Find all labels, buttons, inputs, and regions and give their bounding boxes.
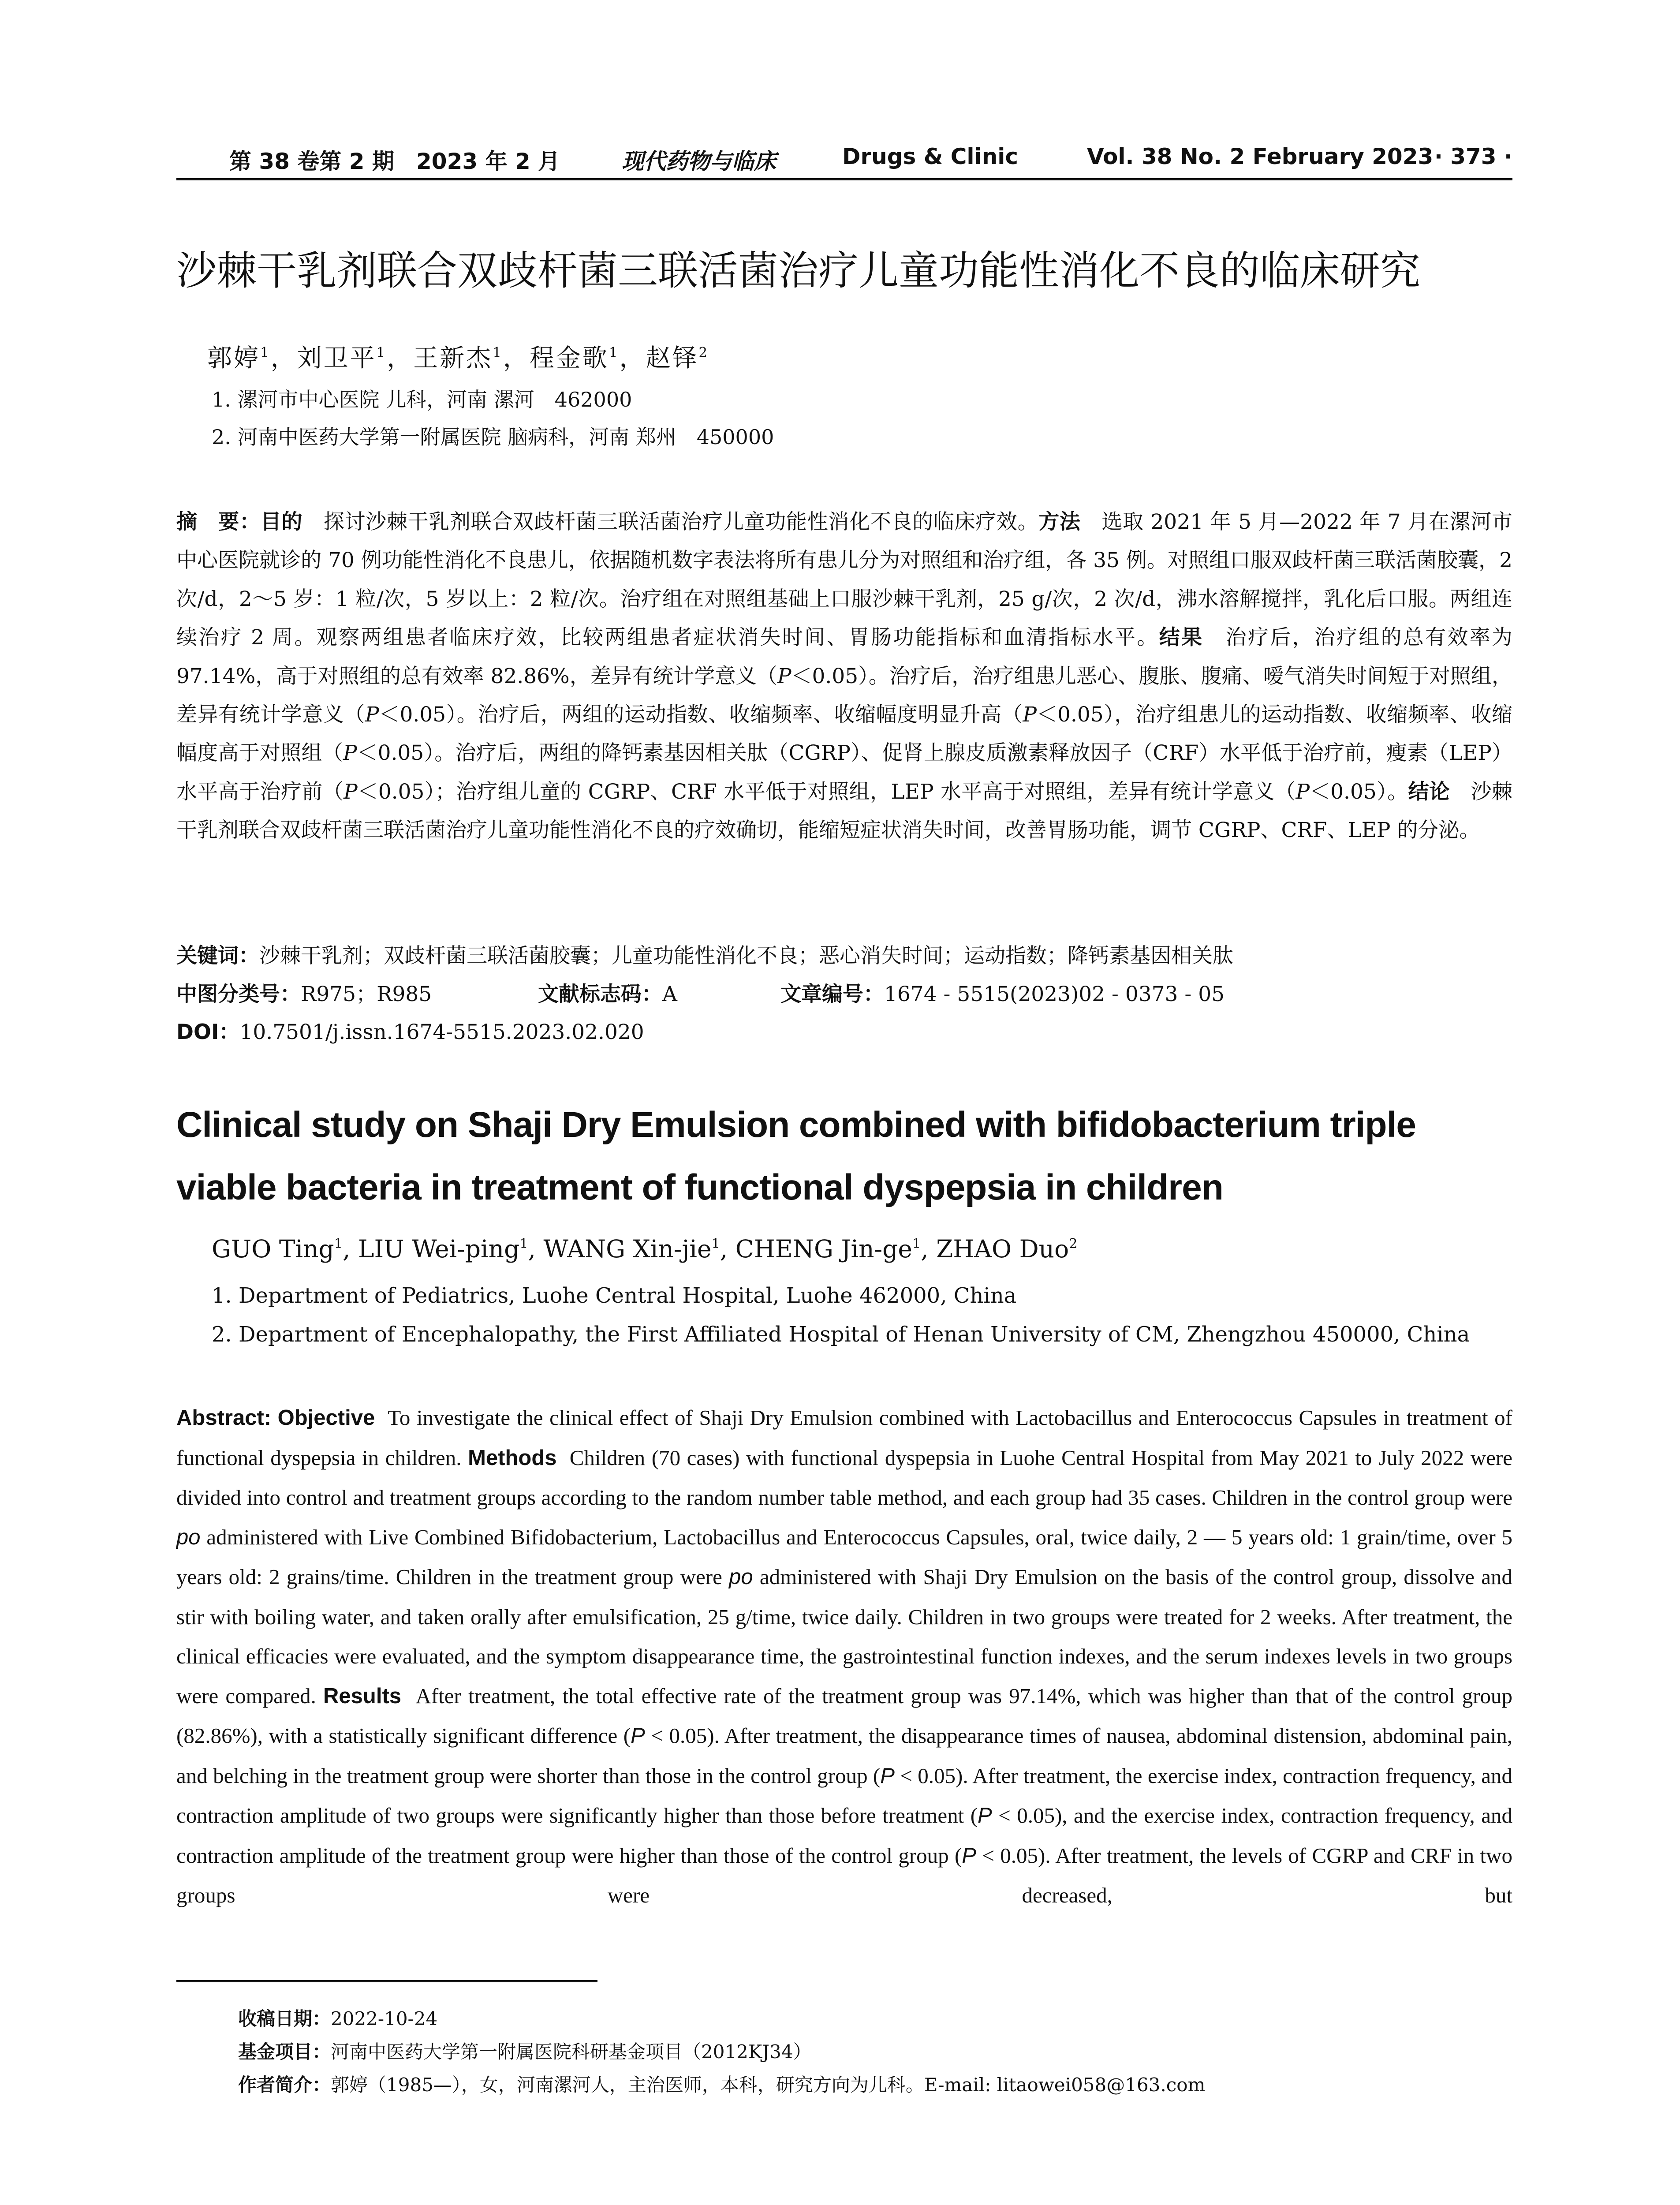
results-text: < 0.05). After treatment, the levels of CGRP and CRF in two groups were decreased, but <box>176 1843 1512 1907</box>
methods-text: 选取 2021 年 5 月—2022 年 7 月在漯河市中心医院就诊的 70 例功能性消化不良患儿，依据随机数字表法将所有患儿分为对照组和治疗组，各 35 例。对照组口服双歧杆菌三联活菌胶囊，2 次/d，2～5 岁：1 粒/次，5 岁以上：2 粒/次。治疗组在对照组基础上口服沙棘干乳剂，25 g/次，2 次/d，沸水溶解搅拌，乳化后口服。两组连续治疗 2 周。观察两组患者临床疗效，比较两组患者症状消失时间、胃肠功能指标和血清指标水平。 <box>176 510 1513 650</box>
cn-keywords <box>176 939 1233 969</box>
clc-field <box>176 982 432 1006</box>
methods-label: Methods <box>468 1446 557 1470</box>
objective-text: 探讨沙棘干乳剂联合双歧杆菌三联活菌治疗儿童功能性消化不良的临床疗效。 <box>302 510 1039 534</box>
author-affil-mark: 1 <box>334 1236 343 1252</box>
results-text: After treatment, the total effective rate of the treatment group was 97.14%, which was higher than that of the control group (82.86%), with a statistically significant difference ( <box>176 1683 1513 1748</box>
author-affil-mark: 1 <box>609 344 620 361</box>
en-affiliation-2: 2. Department of Encephalopathy, the First Affiliated Hospital of Henan University of CM, Zhengzhou 450000, China <box>212 1322 1470 1347</box>
results-text: < 0.05), and the exercise index, contraction frequency, and contraction amplitude of the treatment group were higher than those of the control group ( <box>176 1803 1512 1868</box>
po-abbrev: po <box>176 1525 201 1549</box>
classification-line <box>176 978 1225 1007</box>
results-text: 治疗后，治疗组的总有效率为 97.14%，高于对照组的总有效率 82.86%，差异有统计学意义（ <box>176 625 1513 688</box>
en-title: Clinical study on Shaji Dry Emulsion combined with bifidobacterium triple viable bacteria in treatment of functional dyspepsia in children <box>176 1105 1416 1207</box>
p-symbol: P <box>343 779 358 804</box>
received-label: 收稿日期： <box>238 2008 331 2029</box>
doi-value: 10.7501/j.issn.1674-5515.2023.02.020 <box>239 1020 644 1044</box>
header-issue: 第 38 卷第 2 期 2023 年 2 月 <box>229 149 560 174</box>
author-separator: ， <box>619 344 646 373</box>
keywords-text: 沙棘干乳剂；双歧杆菌三联活菌胶囊；儿童功能性消化不良；恶心消失时间；运动指数；降钙素基因相关肽 <box>259 944 1233 968</box>
author-name: CHENG Jin-ge <box>735 1235 912 1263</box>
cn-affiliation-2: 2. 河南中医药大学第一附属医院 脑病科，河南 郑州 450000 <box>212 425 774 449</box>
author-affil-mark: 2 <box>698 344 709 361</box>
objective-text: To investigate the clinical effect of Shaji Dry Emulsion combined with Lactobacillus and Enterococcus Capsules in treatment of functional dyspepsia in children. <box>176 1405 1512 1470</box>
author-name: ZHAO Duo <box>936 1235 1069 1263</box>
footnote-fund <box>238 2037 812 2064</box>
conclusion-text: 沙棘干乳剂联合双歧杆菌三联活菌治疗儿童功能性消化不良的疗效确切，能缩短症状消失时间，改善胃肠功能，调节 CGRP、CRF、LEP 的分泌。 <box>176 779 1513 843</box>
results-text: ＜0.05）；治疗组儿童的 CGRP、CRF 水平低于对照组，LEP 水平高于对照组，差异有统计学意义（ <box>357 779 1296 804</box>
results-text: < 0.05). After treatment, the exercise index, contraction frequency, and contraction amplitude of two groups were significantly higher than those before treatment ( <box>176 1763 1512 1828</box>
objective-label: Objective <box>277 1406 375 1430</box>
objective-label: 目的 <box>260 510 303 534</box>
en-authors <box>212 1235 1077 1263</box>
results-text: < 0.05). After treatment, the disappearance times of nausea, abdominal distension, abdominal pain, and belching in the treatment group were shorter than those in the control group ( <box>176 1723 1513 1788</box>
results-text: ＜0.05），治疗组患儿的运动指数、收缩频率、收缩幅度高于对照组（ <box>176 703 1513 766</box>
author-affil-mark: 1 <box>493 344 503 361</box>
en-affiliation-1: 1. Department of Pediatrics, Luohe Central Hospital, Luohe 462000, China <box>212 1283 1017 1308</box>
p-symbol: P <box>962 1843 976 1868</box>
doi-label: DOI： <box>176 1020 240 1044</box>
author-separator: , <box>720 1235 735 1263</box>
author-separator: ， <box>270 344 297 373</box>
doccode-label: 文献标志码： <box>538 982 662 1006</box>
p-symbol: P <box>880 1764 895 1788</box>
methods-text: Children (70 cases) with functional dyspepsia in Luohe Central Hospital from May 2021 to July 2022 were divided into control and treatment groups according to the random number table method, and each group had 35 cases. Children in the control group were <box>176 1445 1513 1510</box>
footnote-received <box>238 2004 437 2031</box>
author-separator: , <box>921 1235 937 1263</box>
author-affil-mark: 1 <box>376 344 387 361</box>
author-name: LIU Wei-ping <box>358 1235 520 1263</box>
p-symbol: P <box>365 703 379 727</box>
header-volume: Vol. 38 No. 2 February 2023 <box>1087 144 1434 169</box>
running-header <box>176 140 1512 180</box>
doi-line <box>176 1016 644 1045</box>
author-separator: ， <box>503 344 530 373</box>
author-affil-mark: 1 <box>519 1236 528 1252</box>
footnote-author-bio <box>238 2070 1205 2097</box>
author-separator: , <box>343 1235 358 1263</box>
p-symbol: P <box>1295 779 1310 804</box>
cn-affiliation-1: 1. 漯河市中心医院 儿科，河南 漯河 462000 <box>212 388 632 411</box>
author-name: 王新杰 <box>413 344 493 373</box>
abstract-label: 摘 要： <box>176 510 261 534</box>
cn-authors <box>207 339 709 374</box>
author-separator: , <box>528 1235 544 1263</box>
p-symbol: P <box>343 741 357 766</box>
p-symbol: P <box>631 1724 645 1748</box>
methods-label: 方法 <box>1038 510 1081 534</box>
clc-label: 中图分类号： <box>176 982 301 1006</box>
doccode-field <box>538 978 677 1007</box>
abstract-label: Abstract: <box>176 1406 272 1430</box>
author-affil-mark: 1 <box>711 1236 720 1252</box>
keywords-label: 关键词： <box>176 944 259 968</box>
header-journal-en: Drugs & Clinic <box>842 144 1019 169</box>
bio-label: 作者简介： <box>238 2074 331 2096</box>
results-text: ＜0.05）。治疗后，两组的降钙素基因相关肽（CGRP）、促肾上腺皮质激素释放因子（CRF）水平低于治疗前，瘦素（LEP）水平高于治疗前（ <box>176 741 1512 804</box>
author-name: 郭婷 <box>207 344 260 373</box>
header-journal-cn: 现代药物与临床 <box>622 148 776 174</box>
author-affil-mark: 2 <box>1069 1236 1078 1252</box>
fund-text: 河南中医药大学第一附属医院科研基金项目（2012KJ34） <box>331 2041 812 2063</box>
doccode-value: A <box>662 982 677 1006</box>
conclusion-label: 结论 <box>1408 779 1450 804</box>
bio-text: 郭婷（1985—），女，河南漯河人，主治医师，本科，研究方向为儿科。E-mail: litaowei058@163.com <box>331 2074 1206 2096</box>
author-affil-mark: 1 <box>260 344 271 361</box>
article-no-value: 1674 - 5515(2023)02 - 0373 - 05 <box>884 982 1225 1006</box>
cn-abstract <box>176 503 1512 850</box>
cn-title: 沙棘干乳剂联合双歧杆菌三联活菌治疗儿童功能性消化不良的临床研究 <box>176 248 1421 294</box>
footnote-rule <box>176 1980 597 1982</box>
received-date: 2022-10-24 <box>331 2008 438 2029</box>
results-label: 结果 <box>1159 625 1204 650</box>
po-abbrev: po <box>729 1565 753 1589</box>
p-symbol: P <box>1023 703 1037 727</box>
results-text: ＜0.05）。治疗后，两组的运动指数、收缩频率、收缩幅度明显升高（ <box>379 703 1023 727</box>
author-name: 刘卫平 <box>297 344 377 373</box>
en-abstract <box>176 1398 1512 1915</box>
author-name: 赵铎 <box>646 344 699 373</box>
clc-value: R975；R985 <box>301 982 432 1006</box>
article-no-field <box>780 978 1225 1007</box>
article-no-label: 文章编号： <box>780 982 884 1006</box>
author-name: WANG Xin-jie <box>543 1235 712 1263</box>
methods-text: administered with Shaji Dry Emulsion on the basis of the control group, dissolve and stir with boiling water, and taken orally after emulsification, 25 g/time, twice daily. Children in two groups were treated for 2 weeks. After treatment, the clinical efficacies were evaluated, and the symptom disappearance time, the gastrointestinal function indexes, and the serum indexes levels in two groups were compared. <box>176 1565 1513 1708</box>
results-text: ＜0.05）。治疗后，治疗组患儿恶心、腹胀、腹痛、嗳气消失时间短于对照组，差异有统计学意义（ <box>176 664 1512 727</box>
results-text: ＜0.05）。 <box>1310 779 1408 804</box>
fund-label: 基金项目： <box>238 2041 331 2063</box>
author-name: GUO Ting <box>212 1235 334 1263</box>
author-name: 程金歌 <box>529 344 609 373</box>
author-affil-mark: 1 <box>912 1236 921 1252</box>
methods-text: administered with Live Combined Bifidobacterium, Lactobacillus and Enterococcus Capsules, oral, twice daily, 2 — 5 years old: 1 grain/time, over 5 years old: 2 grains/time. Children in the treatment group were <box>176 1525 1513 1589</box>
results-label: Results <box>323 1684 402 1708</box>
p-symbol: P <box>777 664 791 688</box>
header-page-number: · 373 · <box>1434 144 1512 169</box>
p-symbol: P <box>978 1804 992 1828</box>
author-separator: ， <box>387 344 414 373</box>
